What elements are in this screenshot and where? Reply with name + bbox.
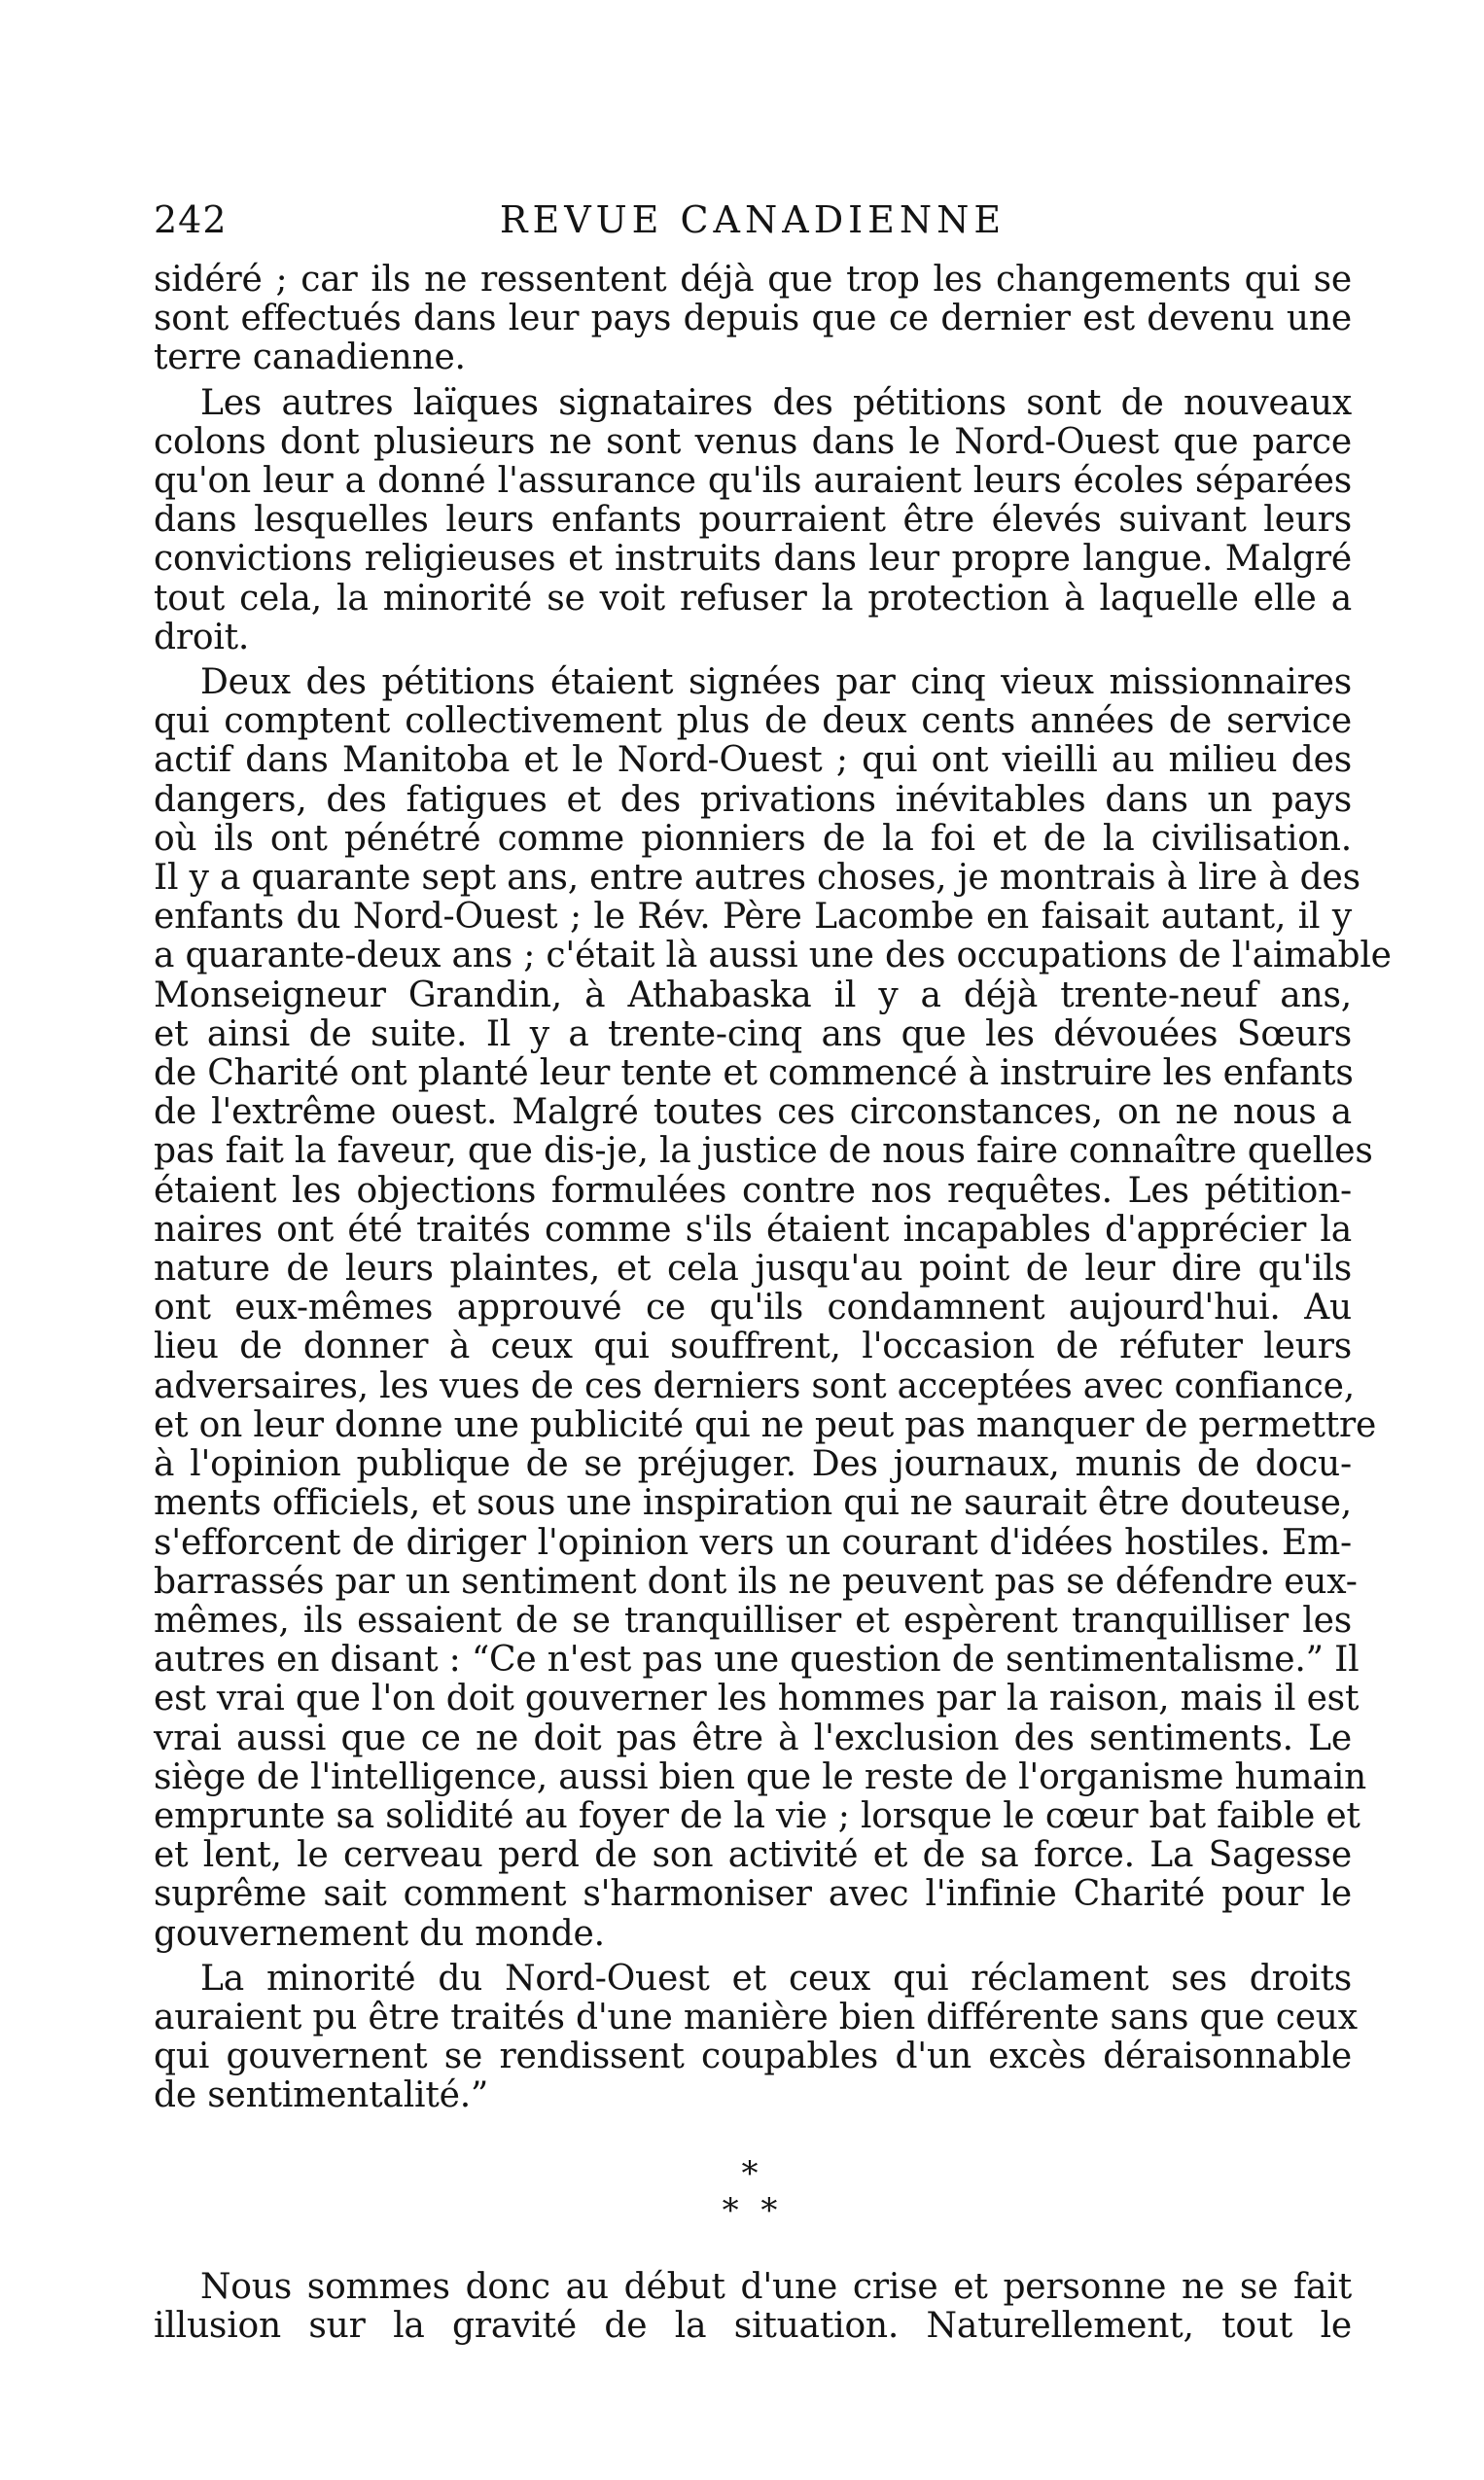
text-line: suprême sait comment s'harmoniser avec l'infinie Charité pour le [154, 1874, 1352, 1915]
text-line: gouvernement du monde. [154, 1913, 605, 1954]
text-line: et ainsi de suite. Il y a trente-cinq ans que les dévouées Sœurs [154, 1013, 1352, 1054]
paragraph-continuation [154, 261, 1352, 378]
text-line: siège de l'intelligence, aussi bien que le reste de l'organisme humain [154, 1756, 1367, 1797]
text-line: a quarante-deux ans ; c'était là aussi une des occupations de l'aimable [154, 936, 1392, 976]
text-line: Nous sommes donc au début d'une crise et personne ne se fait [200, 2266, 1352, 2307]
text-line: actif dans Manitoba et le Nord-Ouest ; qui ont vieilli au milieu des [154, 740, 1352, 781]
text-line: et on leur donne une publicité qui ne peut pas manquer de permettre [154, 1404, 1377, 1445]
paragraph-crisis [154, 2268, 1352, 2346]
paragraph-minority [154, 1958, 1358, 2116]
page-number: 242 [154, 198, 228, 241]
text-line: dans lesquelles leurs enfants pourraient être élevés suivant leurs [154, 500, 1352, 541]
text-line: emprunte sa solidité au foyer de la vie ; lorsque le cœur bat faible et [154, 1795, 1360, 1836]
text-line: où ils ont pénétré comme pionniers de la foi et de la civilisation. [154, 818, 1352, 859]
text-line: qui comptent collectivement plus de deux cents années de service [154, 701, 1352, 742]
text-line: droit. [154, 617, 250, 657]
text-line: ont eux-mêmes approuvé ce qu'ils condamnent aujourd'hui. Au [154, 1288, 1352, 1329]
paragraph-lay-signatories [154, 384, 1352, 657]
text-line: convictions religieuses et instruits dans leur propre langue. Malgré [154, 539, 1352, 580]
separator-bottom-asterisks: * * [722, 2190, 784, 2230]
text-line: de Charité ont planté leur tente et commencé à instruire les enfants [154, 1053, 1354, 1094]
text-line: et lent, le cerveau perd de son activité et de sa force. La Sagesse [154, 1835, 1352, 1876]
text-line: autres en disant : “Ce n'est pas une question de sentimentalisme.” Il [154, 1640, 1360, 1681]
text-line: lieu de donner à ceux qui souffrent, l'occasion de réfuter leurs [154, 1327, 1352, 1367]
text-line: mêmes, ils essaient de se tranquilliser et espèrent tranquilliser les [154, 1600, 1352, 1641]
text-line: pas fait la faveur, que dis-je, la justice de nous faire connaître quelles [154, 1131, 1373, 1172]
text-line: tout cela, la minorité se voit refuser la protection à laquelle elle a [154, 578, 1352, 619]
text-line: naires ont été traités comme s'ils étaient incapables d'apprécier la [154, 1209, 1352, 1250]
text-line: qu'on leur a donné l'assurance qu'ils auraient leurs écoles séparées [154, 461, 1352, 502]
text-line: adversaires, les vues de ces derniers sont acceptées avec confiance, [154, 1365, 1355, 1406]
text-line: illusion sur la gravité de la situation. Naturellement, tout le [154, 2305, 1352, 2346]
text-line: à l'opinion publique de se préjuger. Des journaux, munis de docu- [154, 1444, 1352, 1485]
text-line: dangers, des fatigues et des privations inévitables dans un pays [154, 779, 1352, 820]
running-title: REVUE CANADIENNE [499, 198, 1007, 241]
text-line: barrassés par un sentiment dont ils ne peuvent pas se défendre eux- [154, 1561, 1358, 1602]
text-line: colons dont plusieurs ne sont venus dans le Nord-Ouest que parce [154, 421, 1352, 462]
text-line: Les autres laïques signataires des pétitions sont de nouveaux [200, 382, 1352, 423]
section-separator [154, 2155, 1352, 2229]
separator-top-asterisk: * [741, 2153, 764, 2193]
text-line: s'efforcent de diriger l'opinion vers un courant d'idées hostiles. Em- [154, 1522, 1352, 1563]
text-line: qui gouvernent se rendissent coupables d'un excès déraisonnable [154, 2037, 1352, 2077]
text-line: Monseigneur Grandin, à Athabaska il y a déjà trente-neuf ans, [154, 974, 1352, 1015]
text-line: sont effectués dans leur pays depuis que ce dernier est devenu une [154, 299, 1352, 339]
text-line: terre canadienne. [154, 337, 466, 378]
page-header [154, 191, 1352, 249]
text-line: étaient les objections formulées contre nos requêtes. Les pétition- [154, 1170, 1352, 1211]
text-line: Deux des pétitions étaient signées par cinq vieux missionnaires [200, 662, 1352, 703]
text-line: de l'extrême ouest. Malgré toutes ces circonstances, on ne nous a [154, 1092, 1352, 1133]
text-line: de sentimentalité.” [154, 2075, 489, 2116]
text-line: ments officiels, et sous une inspiration qui ne saurait être douteuse, [154, 1483, 1352, 1524]
text-line: enfants du Nord-Ouest ; le Rév. Père Lacombe en faisait autant, il y [154, 897, 1352, 938]
text-line: Il y a quarante sept ans, entre autres choses, je montrais à lire à des [154, 858, 1360, 899]
text-line: est vrai que l'on doit gouverner les hommes par la raison, mais il est [154, 1679, 1360, 1719]
text-line: La minorité du Nord-Ouest et ceux qui réclament ses droits [200, 1958, 1352, 1999]
paragraph-missionaries [154, 662, 1392, 1954]
body-text [154, 260, 1392, 2352]
text-line: vrai aussi que ce ne doit pas être à l'exclusion des sentiments. Le [154, 1718, 1352, 1758]
text-line: auraient pu être traités d'une manière bien différente sans que ceux [154, 1997, 1358, 2037]
text-line: nature de leurs plaintes, et cela jusqu'au point de leur dire qu'ils [154, 1249, 1352, 1290]
text-line: sidéré ; car ils ne ressentent déjà que trop les changements qui se [154, 260, 1352, 300]
